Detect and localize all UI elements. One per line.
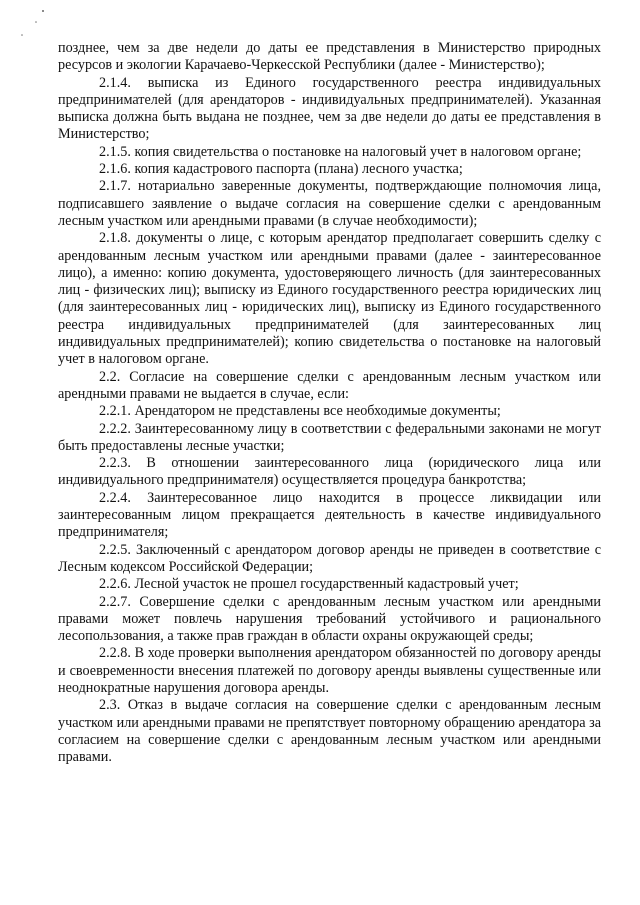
paragraph-continuation: позднее, чем за две недели до даты ее представления в Министерство природных ресурсов и экологии Карачаево-Черкесской Республики (далее - Министерство); xyxy=(58,40,601,74)
item-2-3: 2.3. Отказ в выдаче согласия на совершение сделки с арендованным лесным участком или арендными правами не препятствует повторному обращению арендатора за согласием на совершение сделки с арендованным лесным участком или арендными правами. xyxy=(58,697,601,766)
scan-speck xyxy=(42,10,44,12)
item-2-2-4: 2.2.4. Заинтересованное лицо находится в процессе ликвидации или заинтересованным лицом прекращается деятельность в качестве индивидуального предпринимателя; xyxy=(58,489,601,541)
scan-speck xyxy=(35,21,37,23)
item-2-2-3: 2.2.3. В отношении заинтересованного лица (юридического лица или индивидуального предпринимателя) осуществляется процедура банкротства; xyxy=(58,455,601,489)
item-2-1-8: 2.1.8. документы о лице, с которым арендатор предполагает совершить сделку с арендованным лесным участком или арендными правами (далее - заинтересованное лицо), а именно: копию документа, удостоверяющего личность (для заинтересованных лиц - физических лиц); выписку из Единого государственного реестра юридических лиц (для заинтересованных лиц - юридических лиц), выписку из Единого государственного реестра индивидуальных предпринимателей (для заинтересованных лиц индивидуальных предпринимателей); копию свидетельства о постановке на налоговый учет в налоговом органе. xyxy=(58,230,601,368)
item-2-1-7: 2.1.7. нотариально заверенные документы, подтверждающие полномочия лица, подписавшего заявление о выдаче согласия на совершение сделки с арендованным лесным участком или арендными правами (в случае необходимости); xyxy=(58,178,601,229)
item-2-2-1: 2.2.1. Арендатором не представлены все необходимые документы; xyxy=(99,403,501,420)
item-2-1-6: 2.1.6. копия кадастрового паспорта (плана) лесного участка; xyxy=(99,161,463,178)
item-2-2-7: 2.2.7. Совершение сделки с арендованным лесным участком или арендными правами может повлечь нарушения требований устойчивого и рационального лесопользования, а также прав граждан в области охраны окружающей среды; xyxy=(58,593,601,645)
item-2-2-5: 2.2.5. Заключенный с арендатором договор аренды не приведен в соответствие с Лесным кодексом Российской Федерации; xyxy=(58,541,601,575)
scan-speck xyxy=(21,34,23,36)
item-2-2-8: 2.2.8. В ходе проверки выполнения арендатором обязанностей по договору аренды и своевременности внесения платежей по договору аренды выявлены существенные или неоднократные нарушения договора аренды. xyxy=(58,645,601,696)
item-2-2-6: 2.2.6. Лесной участок не прошел государственный кадастровый учет; xyxy=(99,576,519,593)
document-body xyxy=(58,40,601,766)
item-2-1-5: 2.1.5. копия свидетельства о постановке на налоговый учет в налоговом органе; xyxy=(99,143,582,160)
item-2-1-4: 2.1.4. выписка из Единого государственного реестра индивидуальных предпринимателей (для арендаторов - индивидуальных предпринимателей). Указанная выписка должна быть выдана не позднее, чем за две недели до даты ее представления в Министерство; xyxy=(58,74,601,143)
item-2-2-2: 2.2.2. Заинтересованному лицу в соответствии с федеральными законами не могут быть предоставлены лесные участки; xyxy=(58,420,601,454)
item-2-2: 2.2. Согласие на совершение сделки с арендованным лесным участком или арендными правами не выдается в случае, если: xyxy=(58,368,601,402)
